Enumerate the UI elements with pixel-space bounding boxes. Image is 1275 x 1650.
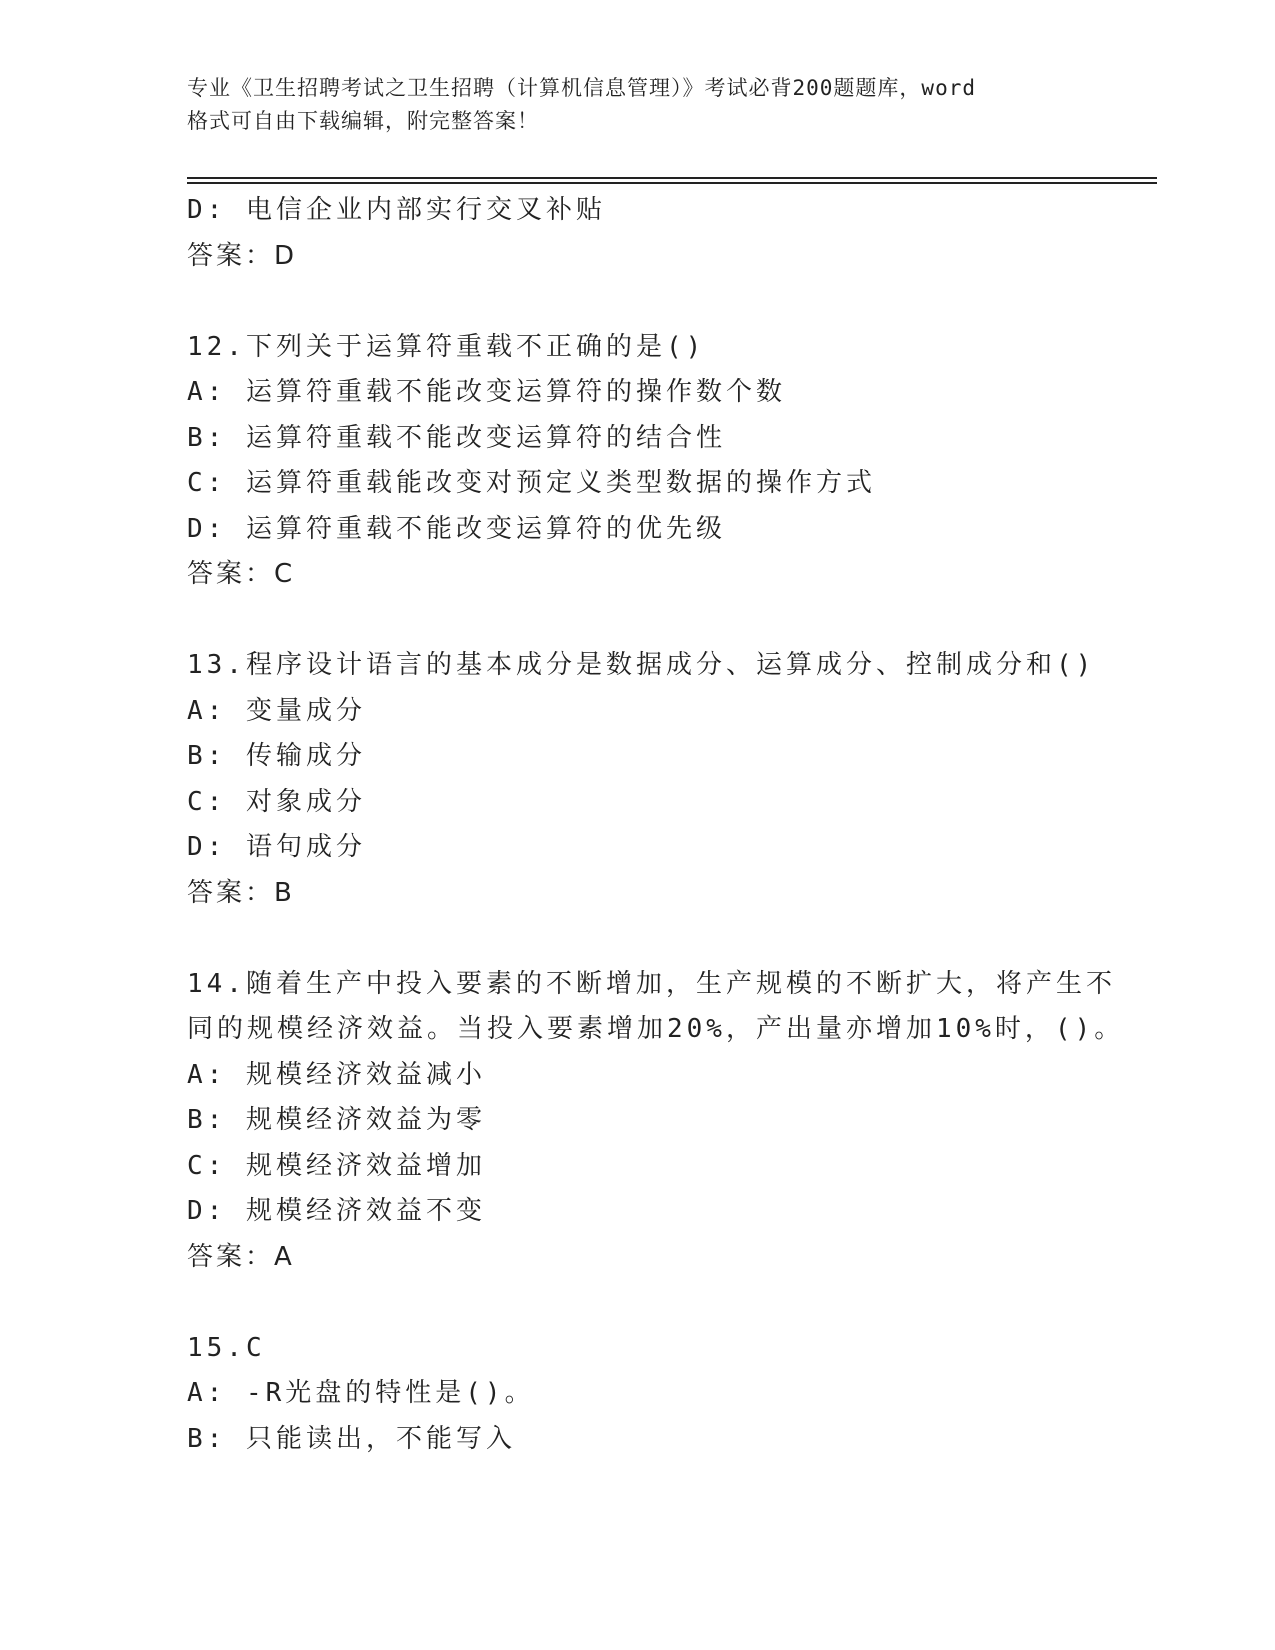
prev-answer: 答案：D	[187, 240, 298, 271]
question-12-option-c: C: 运算符重载能改变对预定义类型数据的操作方式	[187, 468, 876, 498]
prev-option-d: D: 电信企业内部实行交叉补贴	[187, 195, 606, 225]
question-14-stem-line-1: 14.随着生产中投入要素的不断增加，生产规模的不断扩大，将产生不	[187, 968, 1116, 999]
question-13-option-c: C: 对象成分	[187, 786, 366, 817]
spacer	[187, 916, 1147, 962]
question-12-option-d: D: 运算符重载不能改变运算符的优先级	[187, 513, 726, 544]
header-line-2: 格式可自由下载编辑，附完整答案！	[187, 109, 539, 133]
question-14-answer: 答案：A	[187, 1241, 295, 1272]
header-rule-bottom	[187, 182, 1157, 184]
spacer	[187, 598, 1147, 644]
question-15-option-b: B: 只能读出，不能写入	[187, 1423, 516, 1454]
spacer	[187, 1280, 1147, 1326]
question-12-option-a: A: 运算符重载不能改变运算符的操作数个数	[187, 377, 786, 407]
question-13-stem: 13.程序设计语言的基本成分是数据成分、运算成分、控制成分和()	[187, 650, 1096, 680]
question-12-answer: 答案：C	[187, 559, 296, 589]
question-14-option-a: A: 规模经济效益减小	[187, 1059, 486, 1090]
question-13-option-a: A: 变量成分	[187, 695, 366, 726]
question-list	[187, 188, 1147, 1462]
question-13-option-d: D: 语句成分	[187, 832, 366, 862]
header-line-1: 专业《卫生招聘考试之卫生招聘（计算机信息管理）》考试必背200题题库，word	[187, 76, 976, 100]
question-13-answer: 答案：B	[187, 877, 295, 908]
spacer	[187, 279, 1147, 325]
question-15-option-a: A: -R光盘的特性是()。	[187, 1378, 535, 1408]
question-14-option-d: D: 规模经济效益不变	[187, 1196, 486, 1226]
question-14-option-b: B: 规模经济效益为零	[187, 1105, 486, 1135]
question-12-stem: 12.下列关于运算符重载不正确的是()	[187, 331, 706, 362]
question-14-stem-line-2: 同的规模经济效益。当投入要素增加20%，产出量亦增加10%时，()。	[187, 1014, 1125, 1044]
question-15-stem: 15.C	[187, 1332, 266, 1363]
question-14-option-c: C: 规模经济效益增加	[187, 1150, 486, 1181]
header-rule-top	[187, 177, 1157, 179]
question-12-option-b: B: 运算符重载不能改变运算符的结合性	[187, 422, 726, 453]
document-header	[187, 72, 1087, 138]
question-13-option-b: B: 传输成分	[187, 741, 366, 771]
